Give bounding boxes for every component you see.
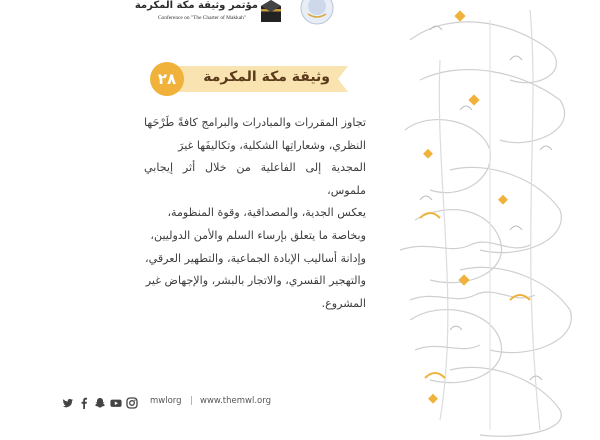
- body-line: وإدانة أساليب الإبادة الجماعية، والتطهير العرقي،: [145, 251, 366, 265]
- social-links: [62, 395, 138, 411]
- body-line: يعكس الجدية، والمصداقية، وقوة المنظومة،: [167, 206, 366, 220]
- footer-separator: |: [190, 396, 193, 406]
- conference-name-en: Conference on "The Charter of Makkah": [157, 15, 247, 21]
- body-line: النظري، وشعاراتِها الشكلية، وتكاليفَها غيرَ: [178, 138, 366, 152]
- conference-name-ar: مؤتمر وثيقة مكة المكرمة: [134, 0, 258, 11]
- social-handle[interactable]: mwlorg: [150, 396, 182, 406]
- snapchat-icon[interactable]: [94, 397, 106, 409]
- twitter-icon[interactable]: [62, 397, 74, 409]
- body-line: المشروع.: [321, 296, 366, 310]
- body-line: وبخاصة ما يتعلق بإرساء السلم والأمن الدوليين،: [150, 228, 366, 242]
- instagram-icon[interactable]: [126, 397, 138, 409]
- body-line: والتهجير القسري، والاتجار بالبشر، والإجهاض غير: [145, 274, 366, 288]
- article-body: [144, 112, 366, 315]
- facebook-icon[interactable]: [78, 397, 90, 409]
- title-number-badge: ٢٨: [150, 62, 184, 96]
- footer: [62, 395, 362, 411]
- decorative-calligraphy: [390, 0, 600, 440]
- body-line: تجاوز المقررات والمبادرات والبرامج كافةً طَرْحَها: [144, 116, 366, 129]
- youtube-icon[interactable]: [110, 397, 122, 409]
- title-text: وثيقة مكة المكرمة: [203, 69, 330, 85]
- mwl-seal-logo: [294, 0, 340, 26]
- section-title: [150, 62, 350, 96]
- body-line: المجدية إلى الفاعلية من خلال أثر إيجابي ملموس،: [144, 161, 366, 197]
- website-link[interactable]: www.themwl.org: [200, 396, 271, 406]
